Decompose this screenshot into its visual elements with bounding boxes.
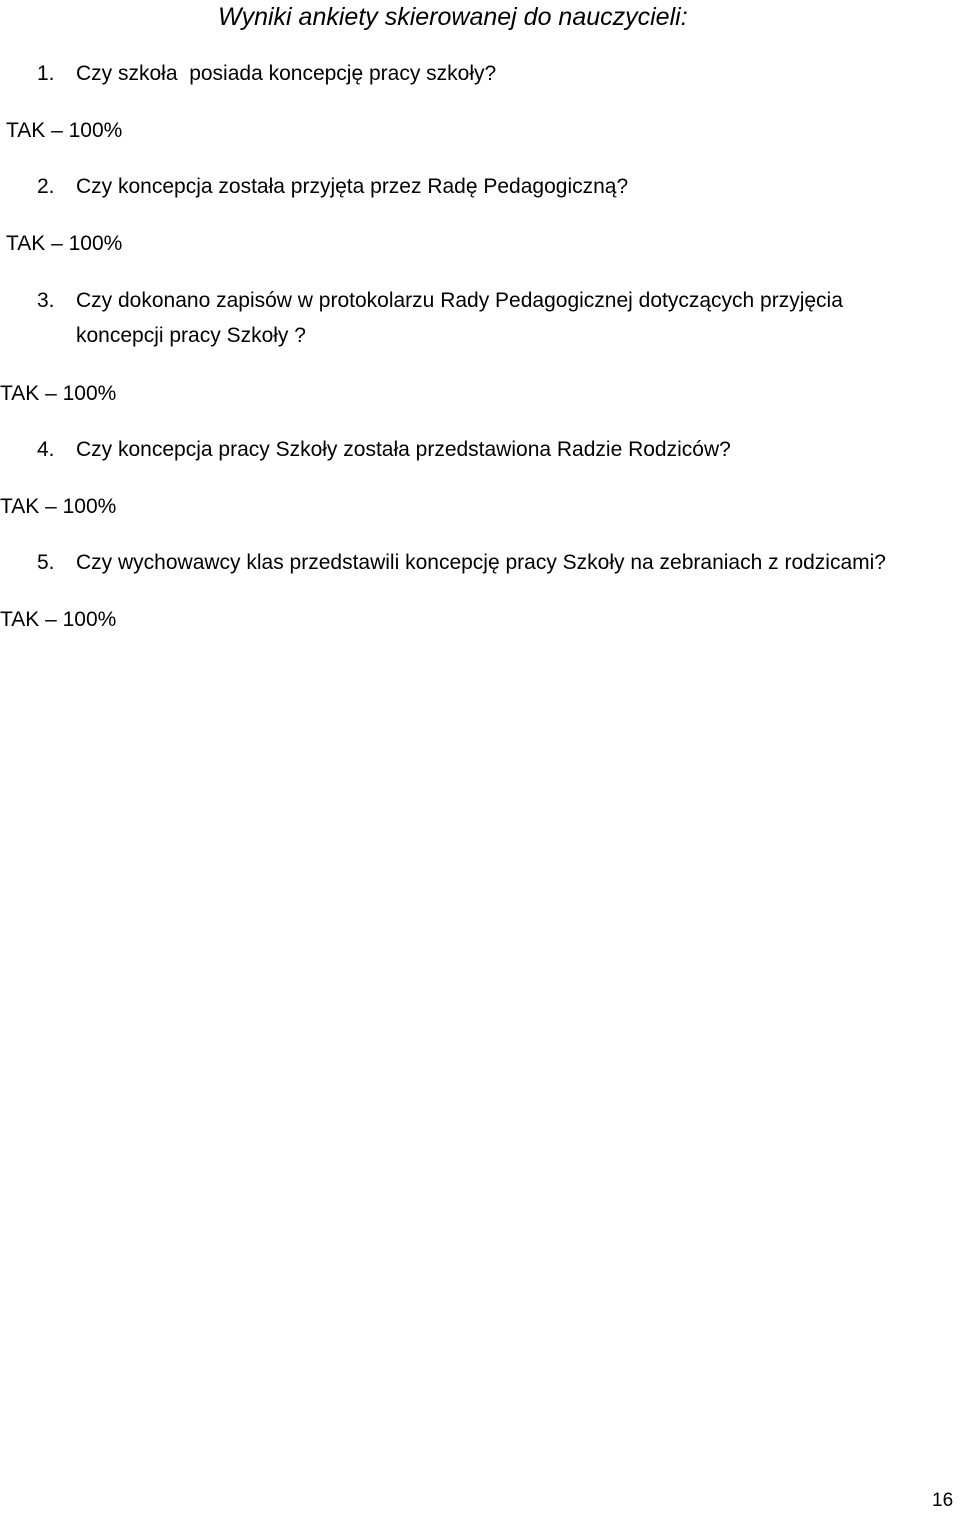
survey-title: Wyniki ankiety skierowanej do nauczycieli: [218,3,688,31]
question-text: Czy dokonano zapisów w protokolarzu Rady Pedagogicznej dotyczących przyjęcia koncepcji pracy Szkoły ? [76,289,843,347]
question-number: 3. [37,289,55,312]
page-number: 16 [932,1490,954,1511]
answer-4: TAK – 100% [0,495,117,518]
question-number: 4. [37,438,55,461]
question-number: 5. [37,551,55,574]
answer-1: TAK – 100% [6,119,123,142]
question-text: Czy szkoła posiada koncepcję pracy szkoły? [76,62,497,85]
answer-2: TAK – 100% [6,232,123,255]
answer-5: TAK – 100% [0,608,117,631]
question-text: Czy koncepcja pracy Szkoły została przedstawiona Radzie Rodziców? [76,438,731,461]
question-text: Czy wychowawcy klas przedstawili koncepcję pracy Szkoły na zebraniach z rodzicami? [76,551,886,574]
question-number: 2. [37,175,55,198]
question-number: 1. [37,62,55,85]
question-text: Czy koncepcja została przyjęta przez Radę Pedagogiczną? [76,175,629,198]
answer-3: TAK – 100% [0,382,117,405]
